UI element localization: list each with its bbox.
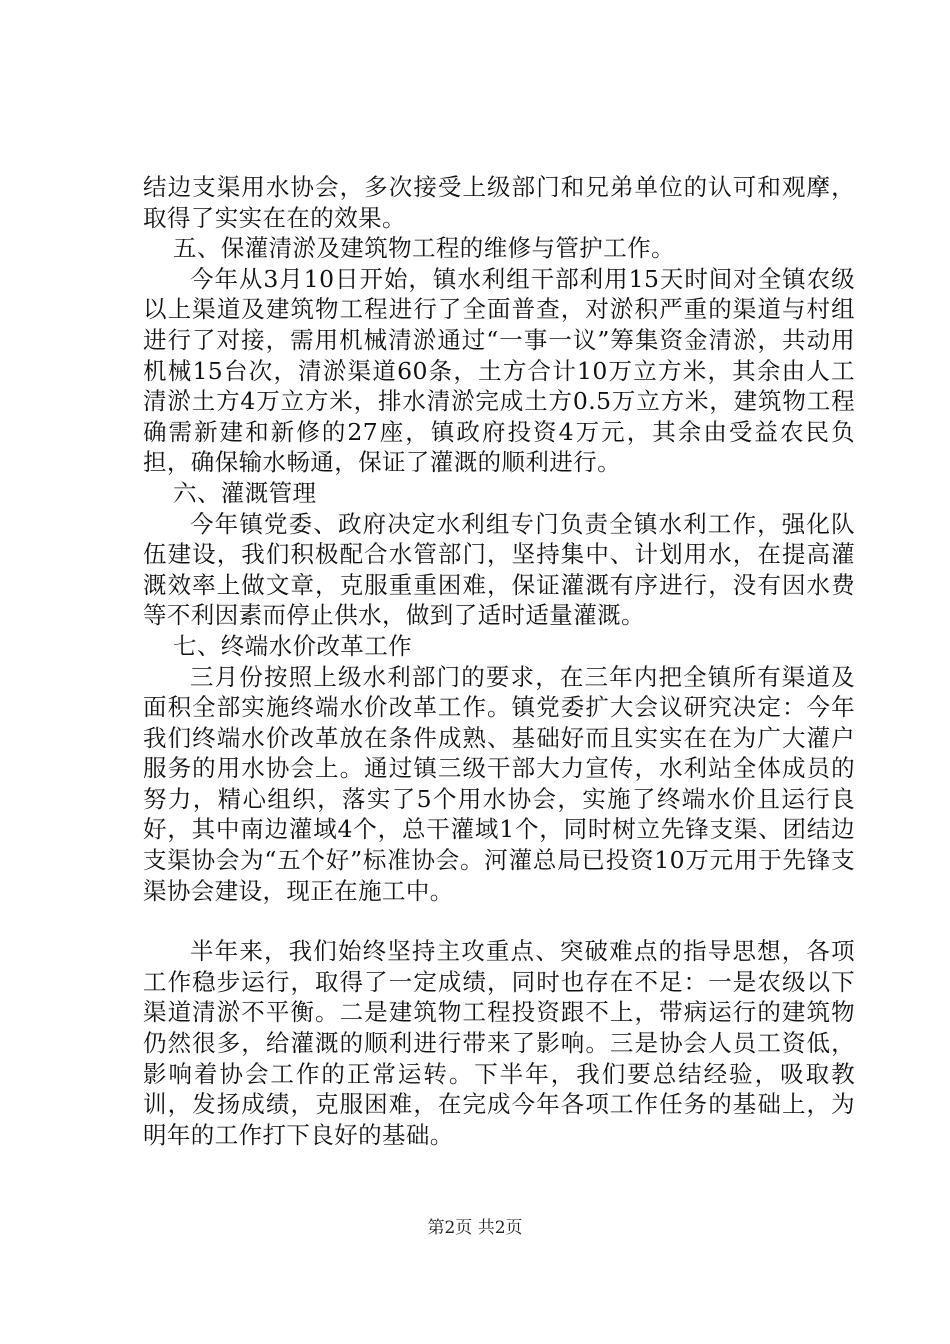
paragraph-continuation: 结边支渠用水协会，多次接受上级部门和兄弟单位的认可和观摩，取得了实实在在的效果。 <box>143 173 855 232</box>
paragraph-irrigation: 今年镇党委、政府决定水利组专门负责全镇水利工作，强化队伍建设，我们积极配合水管部门，坚持集中、计划用水，在提高灌溉效率上做文章，克服重重困难，保证灌溉有序进行，没有因水费等不利因素而停止供水，做到了适时适量灌溉。 <box>143 509 855 630</box>
paragraph-water-price: 三月份按照上级水利部门的要求，在三年内把全镇所有渠道及面积全部实施终端水价改革工作。镇党委扩大会议研究决定：今年我们终端水价改革放在条件成熟、基础好而且实实在在为广大灌户服务的用水协会上。通过镇三级干部大力宣传，水利站全体成员的努力，精心组织，落实了5个用水协会，实施了终端水价且运行良好，其中南边灌域4个，总干灌域1个，同时树立先锋支渠、团结边支渠协会为“五个好”标准协会。河灌总局已投资10万元用于先锋支渠协会建设，现正在施工中。 <box>143 662 855 905</box>
paragraph-maintenance: 今年从3月10日开始，镇水利组干部利用15天时间对全镇农级以上渠道及建筑物工程进行了全面普查，对淤积严重的渠道与村组进行了对接，需用机械清淤通过“一事一议”筹集资金清淤，共动用机械15台次，清淤渠道60条，土方合计10万立方米，其余由人工清淤土方4万立方米，排水清淤完成土方0.5万立方米，建筑物工程确需新建和新修的27座，镇政府投资4万元，其余由受益农民负担，确保输水畅通，保证了灌溉的顺利进行。 <box>143 264 855 477</box>
page-number-footer: 第2页 共2页 <box>427 1218 523 1238</box>
paragraph-gap <box>143 906 855 936</box>
section-heading-7: 七、终端水价改革工作 <box>173 631 412 660</box>
paragraph-summary: 半年来，我们始终坚持主攻重点、突破难点的指导思想，各项工作稳步运行，取得了一定成绩，同时也存在不足：一是农级以下渠道清淤不平衡。二是建筑物工程投资跟不上，带病运行的建筑物仍然很多，给灌溉的顺利进行带来了影响。三是协会人员工资低，影响着协会工作的正常运转。下半年，我们要总结经验，吸取教训，发扬成绩，克服困难，在完成今年各项工作任务的基础上，为明年的工作打下良好的基础。 <box>143 937 855 1149</box>
section-heading-6: 六、灌溉管理 <box>173 478 317 507</box>
section-heading-5: 五、保灌清淤及建筑物工程的维修与管护工作。 <box>173 234 675 263</box>
document-body <box>143 172 855 1150</box>
